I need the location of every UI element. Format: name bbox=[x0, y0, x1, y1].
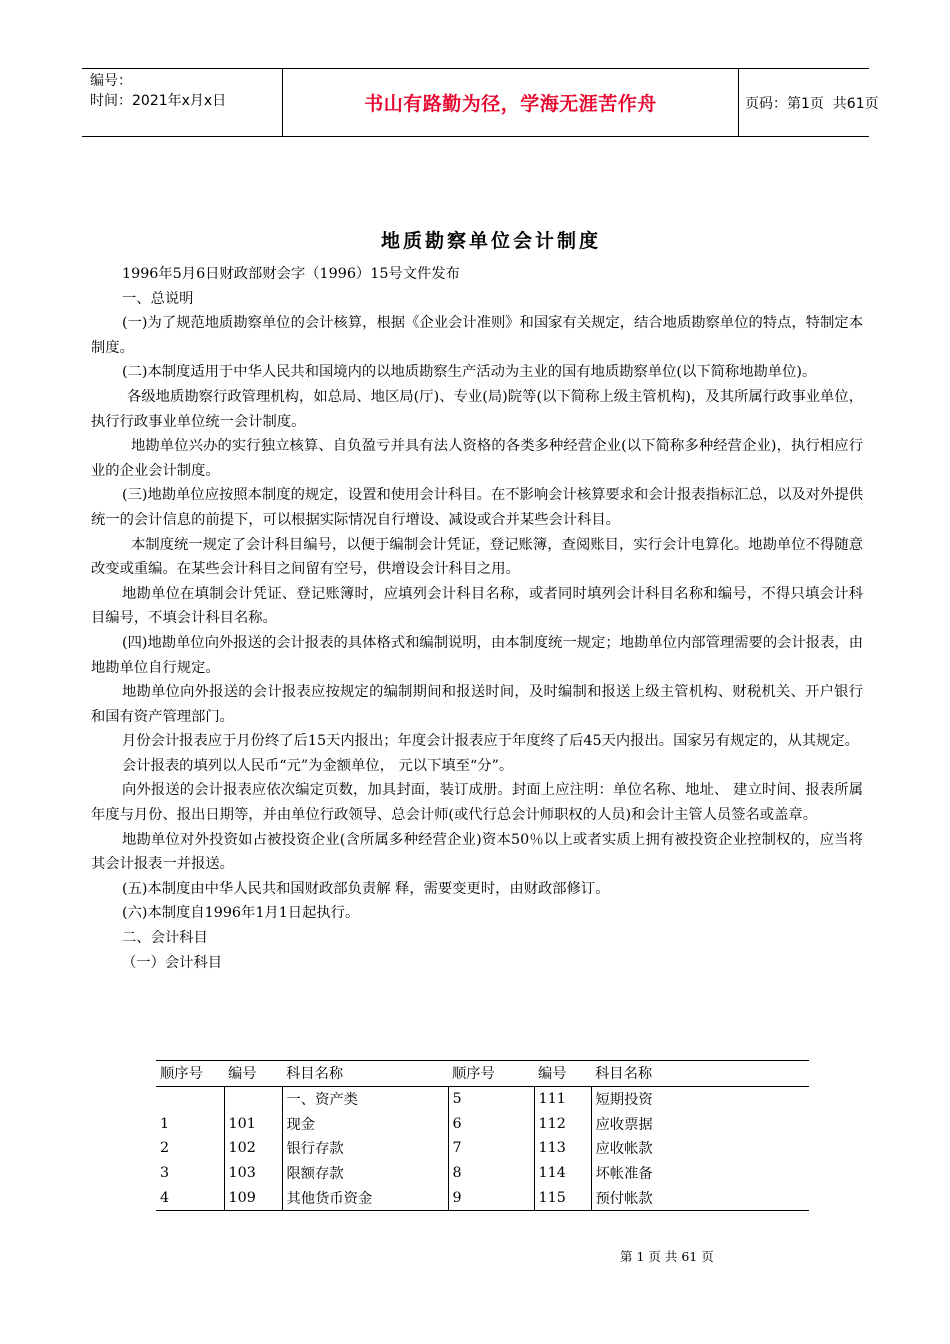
table-cell: 7 bbox=[448, 1136, 534, 1161]
table-cell: 2 bbox=[160, 1140, 170, 1157]
table-cell: 111 bbox=[534, 1086, 591, 1111]
paragraph: (一)为了规范地质勘察单位的会计核算，根据《企业会计准则》和国家有关规定，结合地质勘察单位的特点，特制定本制度。 bbox=[91, 315, 863, 356]
table-cell: 102 bbox=[224, 1136, 282, 1161]
table-header-cell: 顺序号 bbox=[448, 1061, 534, 1087]
table-header-row bbox=[156, 1061, 809, 1087]
table-cell: 101 bbox=[224, 1111, 282, 1136]
subsection-heading: （一）会计科目 bbox=[122, 954, 223, 971]
paragraph: 本制度统一规定了会计科目编号，以便于编制会计凭证，登记账簿，查阅账目，实行会计电算化。地勘单位不得随意改变或重编。在某些会计科目之间留有空号，供增设会计科目之用。 bbox=[91, 536, 863, 578]
table-cell: 限额存款 bbox=[282, 1161, 448, 1186]
paragraph: (四)地勘单位向外报送的会计报表的具体格式和编制说明，由本制度统一规定；地勘单位内部管理需要的会计报表，由地勘单位自行规定。 bbox=[91, 634, 863, 676]
paragraph: (五)本制度由中华人民共和国财政部负责解 释，需要变更时，由财政部修订。 bbox=[122, 880, 610, 897]
table-header-cell: 顺序号 bbox=[156, 1061, 224, 1087]
table-cell: 4 bbox=[156, 1185, 224, 1210]
table-row bbox=[156, 1136, 809, 1161]
table-cell: 115 bbox=[534, 1185, 591, 1210]
table-cell: 预付帐款 bbox=[591, 1185, 809, 1210]
table-header-cell: 编号 bbox=[224, 1061, 282, 1087]
table-cell: 应收票据 bbox=[591, 1111, 809, 1136]
page-header bbox=[82, 68, 879, 137]
table-cell: 其他货币资金 bbox=[282, 1185, 448, 1210]
table-row bbox=[156, 1185, 809, 1210]
table-cell: 114 bbox=[534, 1161, 591, 1186]
section-heading: 二、会计科目 bbox=[122, 930, 208, 947]
account-table bbox=[156, 1060, 809, 1211]
page-footer: 第 1 页 共 61 页 bbox=[620, 1249, 714, 1264]
paragraph: (二)本制度适用于中华人民共和国境内的以地质勘察生产活动为主业的国有地质勘察单位(以下简称地勘单位)。 bbox=[122, 364, 817, 381]
table-cell: 坏帐准备 bbox=[591, 1161, 809, 1186]
table-cell: 109 bbox=[224, 1185, 282, 1210]
table-cell: 5 bbox=[448, 1086, 534, 1111]
publish-line: 1996年5月6日财政部财会字（1996）15号文件发布 bbox=[122, 266, 460, 282]
table-cell: 1 bbox=[160, 1115, 170, 1132]
document-body bbox=[91, 262, 863, 975]
header-page-label: 页码：第1页 共61页 bbox=[745, 95, 879, 112]
paragraph: (三)地勘单位应按照本制度的规定，设置和使用会计科目。在不影响会计核算要求和会计报表指标汇总，以及对外提供统一的会计信息的前提下，可以根据实际情况自行增设、减设或合并某些会计科目。 bbox=[91, 487, 863, 528]
table-row bbox=[156, 1111, 809, 1136]
table-cell: 3 bbox=[160, 1165, 170, 1182]
table-cell: 103 bbox=[224, 1161, 282, 1186]
paragraph: 地勘单位在填制会计凭证、登记账簿时，应填列会计科目名称，或者同时填列会计科目名称和编号，不得只填会计科目编号，不填会计科目名称。 bbox=[91, 585, 863, 627]
table-cell: 应收帐款 bbox=[591, 1136, 809, 1161]
table-cell bbox=[156, 1086, 224, 1111]
doc-date-label: 时间：2021年x月x日 bbox=[90, 93, 227, 109]
table-cell: 一、资产类 bbox=[282, 1086, 448, 1111]
table-cell: 短期投资 bbox=[591, 1086, 809, 1111]
table-cell: 112 bbox=[534, 1111, 591, 1136]
section-heading: 一、总说明 bbox=[122, 290, 194, 307]
table-cell: 113 bbox=[534, 1136, 591, 1161]
header-meta bbox=[90, 71, 280, 111]
table-cell: 银行存款 bbox=[282, 1136, 448, 1161]
table-row bbox=[156, 1086, 809, 1111]
header-page-info bbox=[745, 69, 879, 136]
table-cell: 现金 bbox=[282, 1111, 448, 1136]
paragraph: 地勘单位向外报送的会计报表应按规定的编制期间和报送时间，及时编制和报送上级主管机构、财税机关、开户银行和国有资产管理部门。 bbox=[91, 684, 863, 725]
table-header-cell: 科目名称 bbox=[591, 1061, 809, 1087]
document-title: 地质勘察单位会计制度 bbox=[380, 230, 601, 252]
paragraph: (六)本制度自1996年1月1日起执行。 bbox=[122, 905, 360, 922]
paragraph: 月份会计报表应于月份终了后15天内报出；年度会计报表应于年度终了后45天内报出。国家另有规定的，从其规定。 bbox=[122, 733, 859, 750]
table-cell: 8 bbox=[448, 1161, 534, 1186]
paragraph: 地勘单位兴办的实行独立核算、自负盈亏并具有法人资格的各类多种经营企业(以下简称多种经营企业)，执行相应行业的企业会计制度。 bbox=[91, 438, 863, 479]
paragraph: 各级地质勘察行政管理机构，如总局、地区局(厅)、专业(局)院等(以下简称上级主管机构)，及其所属行政事业单位，执行行政事业单位统一会计制度。 bbox=[91, 388, 863, 430]
table-row bbox=[156, 1161, 809, 1186]
paragraph: 地勘单位对外投资如占被投资企业(含所属多种经营企业)资本50％以上或者实质上拥有被投资企业控制权的，应当将其会计报表一并报送。 bbox=[91, 831, 863, 873]
doc-code-label: 编号： bbox=[90, 73, 132, 89]
table-cell: 9 bbox=[448, 1185, 534, 1210]
table-header-cell: 科目名称 bbox=[282, 1061, 448, 1087]
paragraph: 向外报送的会计报表应依次编定页数，加具封面，装订成册。封面上应注明：单位名称、地址、 建立时间、报表所属年度与月份、报出日期等，并由单位行政领导、总会计师(或代行总会计师职权的人员)和会计主管人员签名或盖章。 bbox=[91, 782, 863, 824]
table-cell bbox=[224, 1086, 282, 1111]
paragraph: 会计报表的填列以人民币“元”为金额单位， 元以下填至“分”。 bbox=[122, 757, 514, 774]
header-motto: 书山有路勤为径，学海无涯苦作舟 bbox=[282, 69, 739, 136]
table-cell: 6 bbox=[448, 1111, 534, 1136]
table-header-cell: 编号 bbox=[534, 1061, 591, 1087]
